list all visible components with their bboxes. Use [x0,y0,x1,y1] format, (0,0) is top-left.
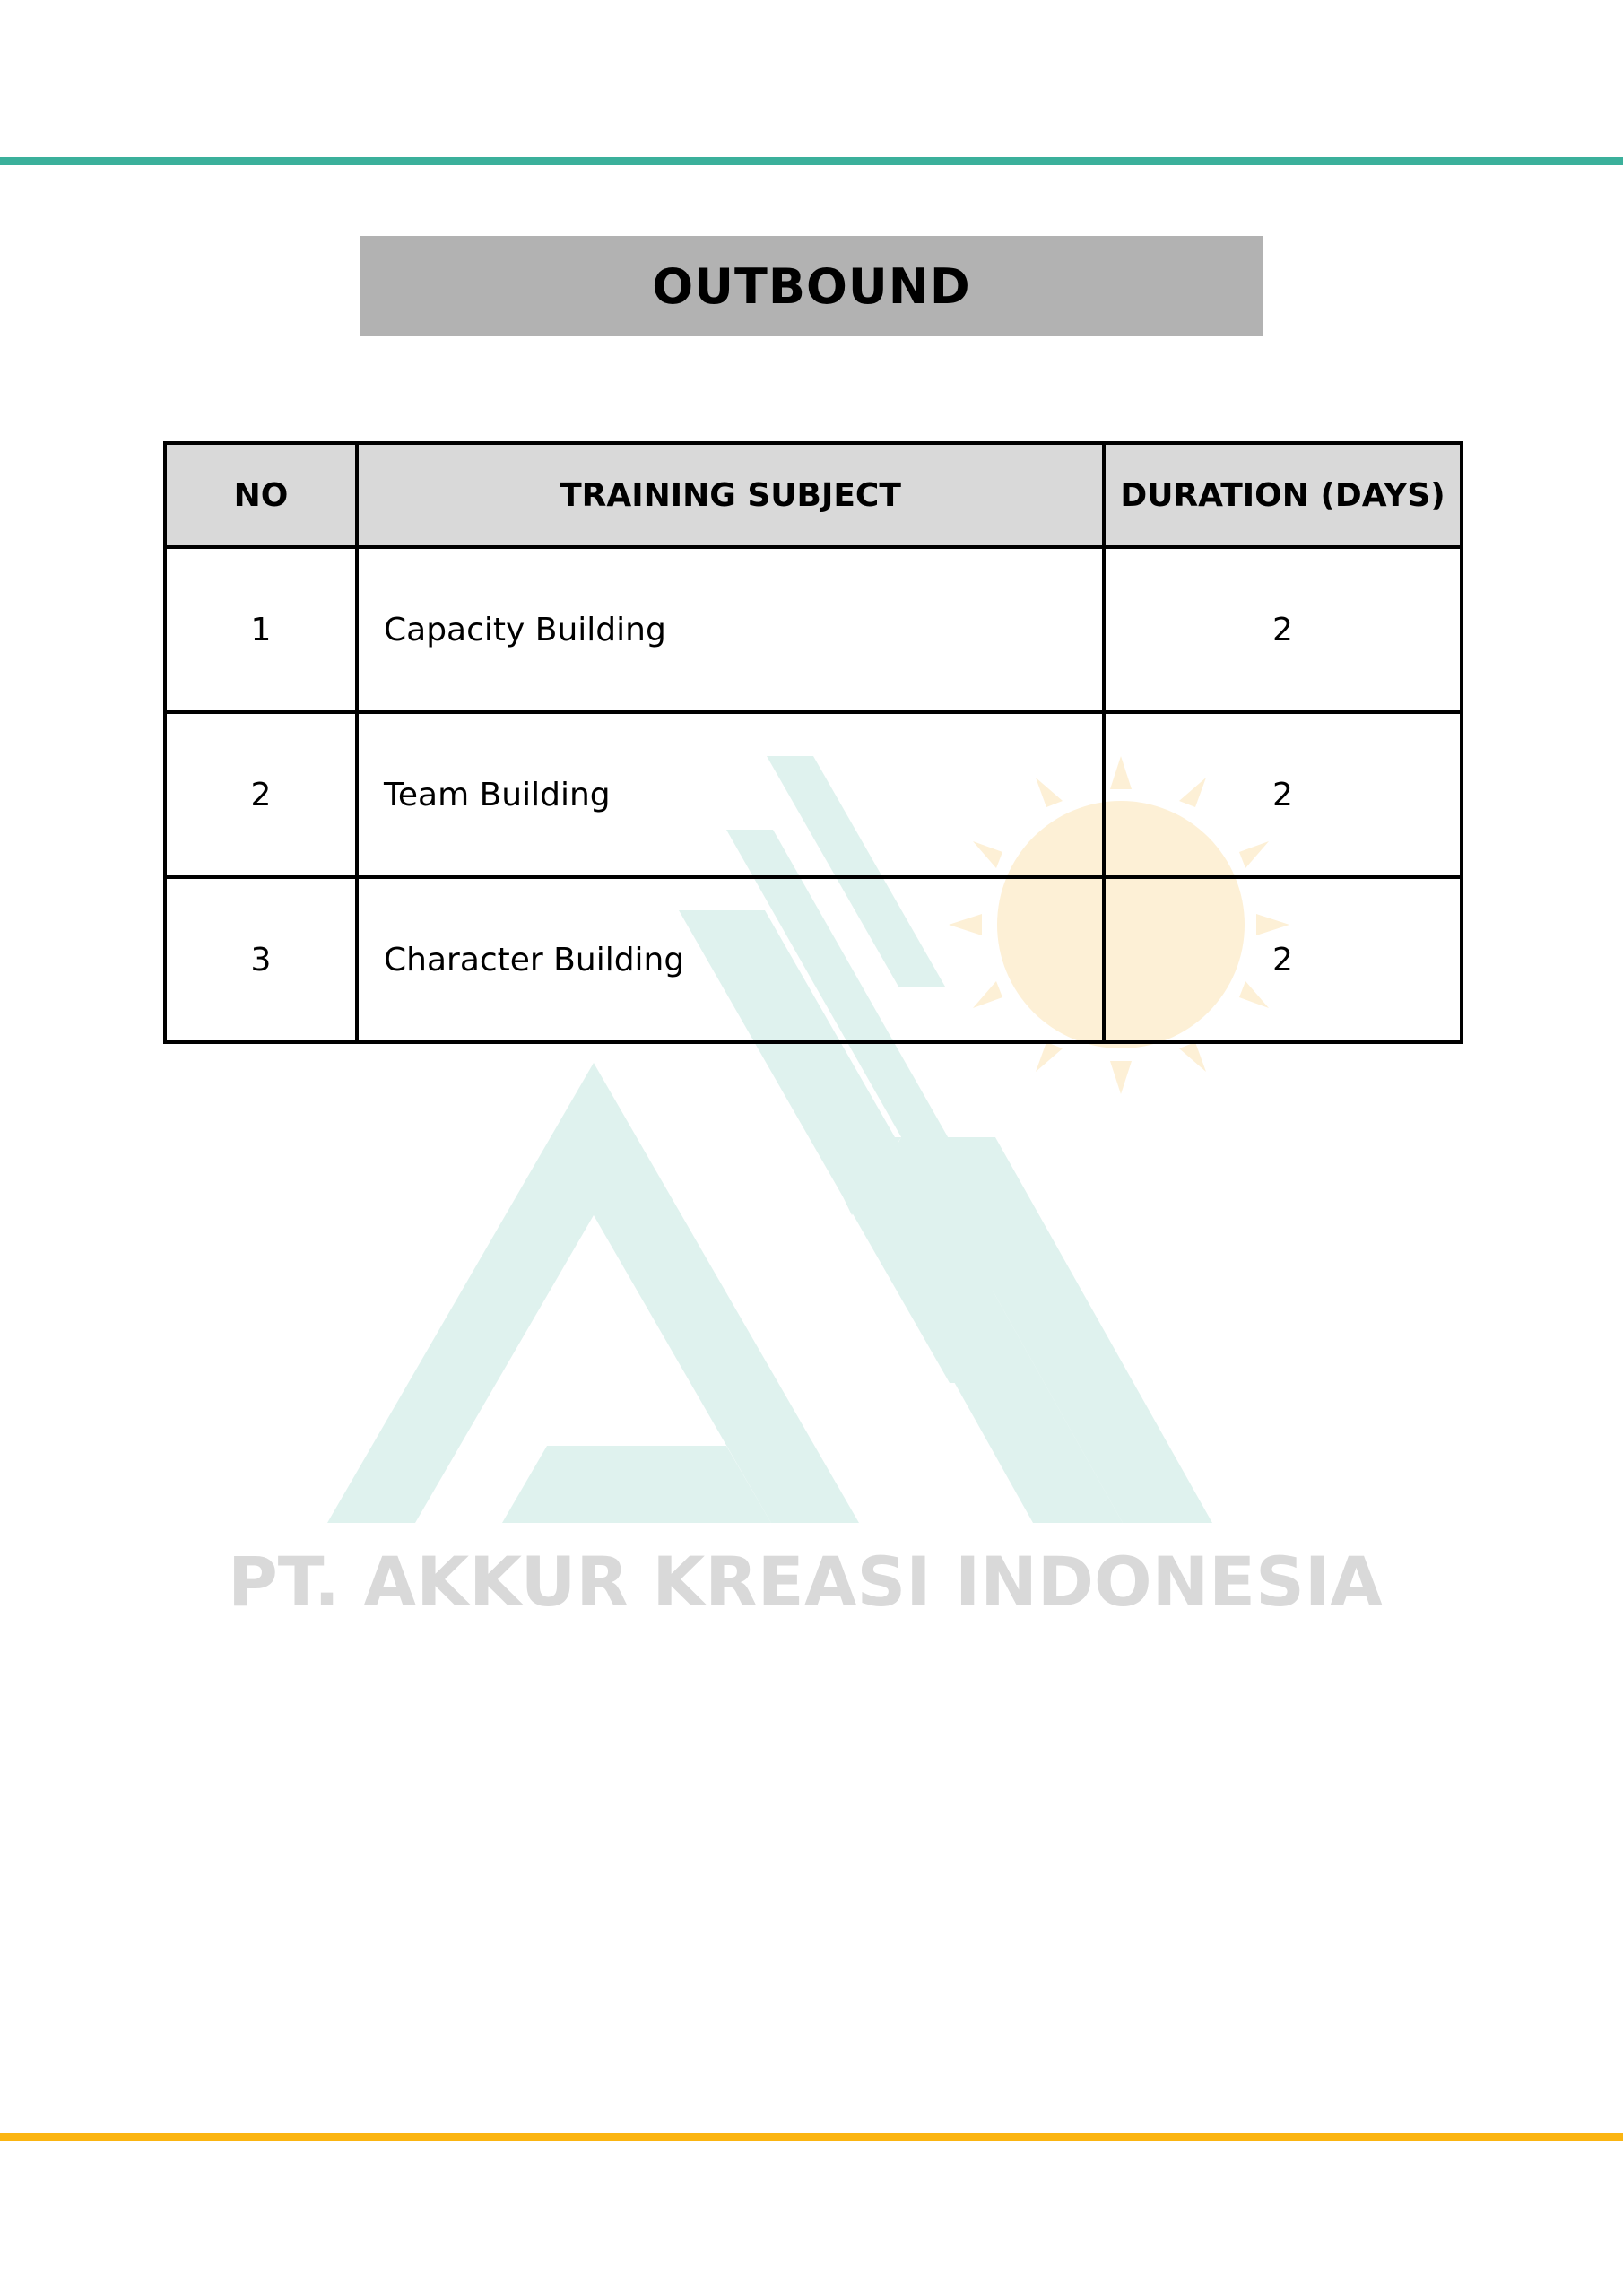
row-training-subject: Team Building [357,712,1104,877]
header-training-subject: TRAINING SUBJECT [357,443,1104,547]
table-row [165,547,1462,712]
table-row [165,712,1462,877]
bottom-accent-rule [0,2133,1623,2141]
row-number: 2 [165,712,357,877]
training-table [163,441,1463,1044]
row-duration: 2 [1104,877,1462,1042]
header-duration: DURATION (DAYS) [1104,443,1462,547]
table-row [165,877,1462,1042]
title-banner [360,236,1263,336]
row-number: 1 [165,547,357,712]
watermark-company-name: PT. AKKUR KREASI INDONESIA [228,1542,1383,1622]
letter-a-shape [327,1063,859,1523]
row-training-subject: Character Building [357,877,1104,1042]
row-number: 3 [165,877,357,1042]
header-no: NO [165,443,357,547]
row-training-subject: Capacity Building [357,547,1104,712]
table-header-row [165,443,1462,547]
row-duration: 2 [1104,712,1462,877]
row-duration: 2 [1104,547,1462,712]
page-title: OUTBOUND [652,257,971,315]
